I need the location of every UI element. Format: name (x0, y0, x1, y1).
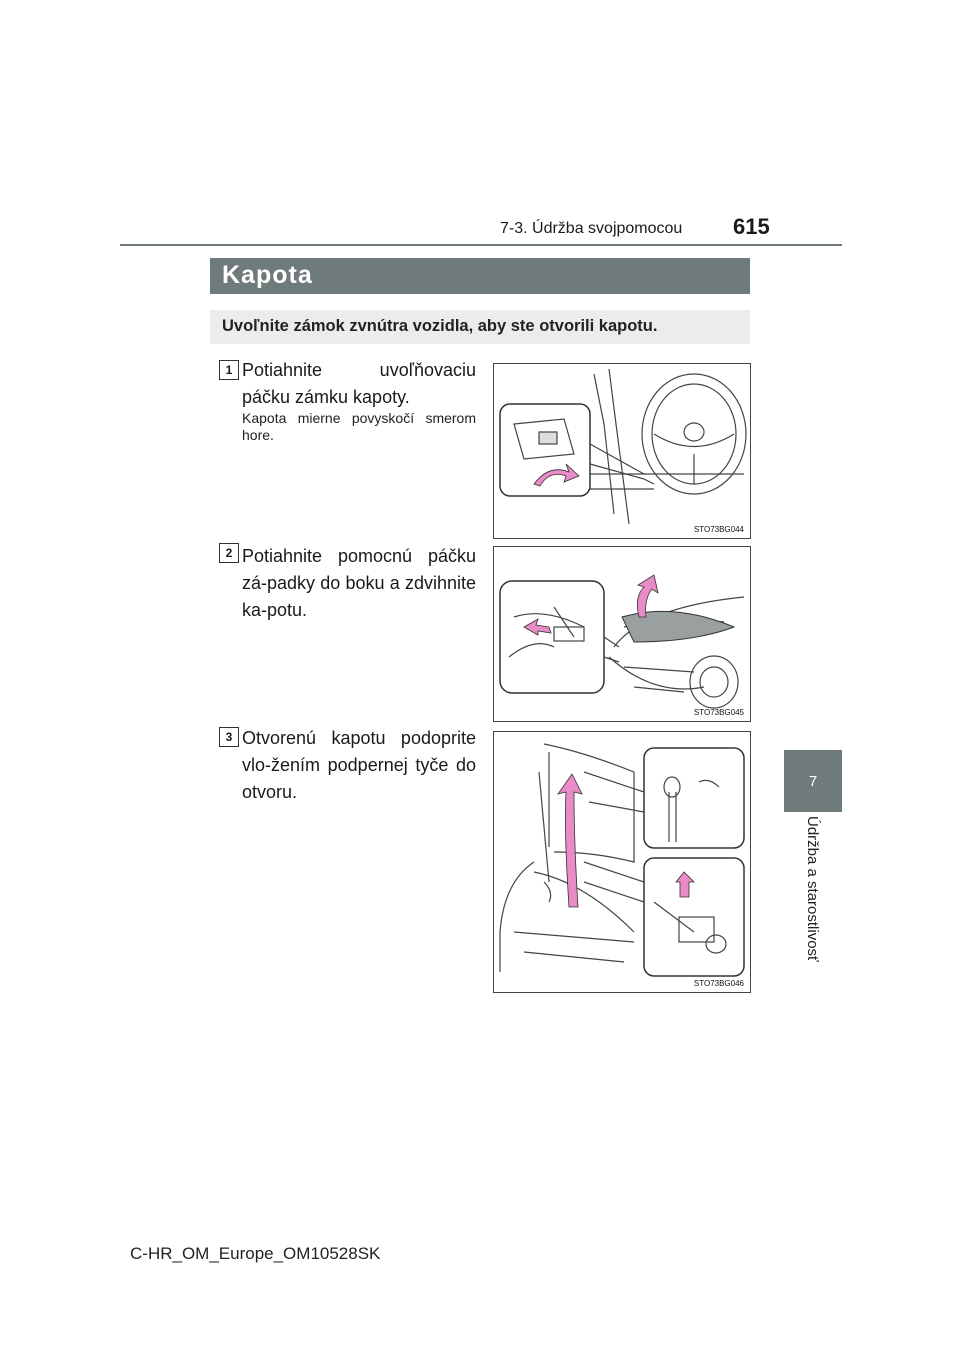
step-text-1: Potiahnite uvoľňovaciu páčku zámku kapoty. (242, 360, 476, 407)
lift-arrow-icon (637, 575, 658, 617)
step-subtext-1: Kapota mierne povyskočí smerom hore. (242, 410, 476, 443)
callout-inset-top (644, 748, 744, 848)
running-header-section: 7-3. Údržba svojpomocou (500, 220, 683, 237)
figure-code-2: STO73BG045 (693, 708, 744, 717)
step-number-3: 3 (219, 727, 239, 747)
step-text-2: Potiahnite pomocnú páčku zá-padky do boku a zdvihnite ka-potu. (242, 546, 476, 620)
intro-text: Uvoľnite zámok zvnútra vozidla, aby ste otvorili kapotu. (222, 317, 658, 335)
section-title: Kapota (222, 261, 313, 289)
step-number-1: 1 (219, 360, 239, 380)
step-number-2: 2 (219, 543, 239, 563)
section-title-bar (210, 258, 750, 294)
figure-auxiliary-catch-lever (493, 546, 751, 722)
chapter-title: Údržba a starostlivosť (804, 816, 821, 962)
chapter-tab (784, 750, 842, 812)
illustration-dashboard (494, 364, 750, 538)
footer-document-code: C-HR_OM_Europe_OM10528SK (130, 1244, 381, 1263)
callout-inset (500, 404, 590, 496)
raise-hood-arrow-icon (558, 774, 582, 907)
figure-hood-release-lever (493, 363, 751, 539)
figure-support-rod (493, 731, 751, 993)
step-text-3: Otvorenú kapotu podoprite vlo-žením podpernej tyče do otvoru. (242, 728, 476, 802)
intro-box (210, 310, 750, 344)
header-rule (120, 244, 842, 246)
illustration-open-hood (494, 732, 750, 992)
callout-inset (500, 581, 604, 693)
figure-code-3: STO73BG046 (693, 979, 744, 988)
page-number: 615 (733, 214, 770, 239)
chapter-number: 7 (808, 772, 818, 790)
illustration-car-front (494, 547, 750, 721)
figure-code-1: STO73BG044 (693, 525, 744, 534)
chapter-title-vertical (784, 816, 842, 966)
